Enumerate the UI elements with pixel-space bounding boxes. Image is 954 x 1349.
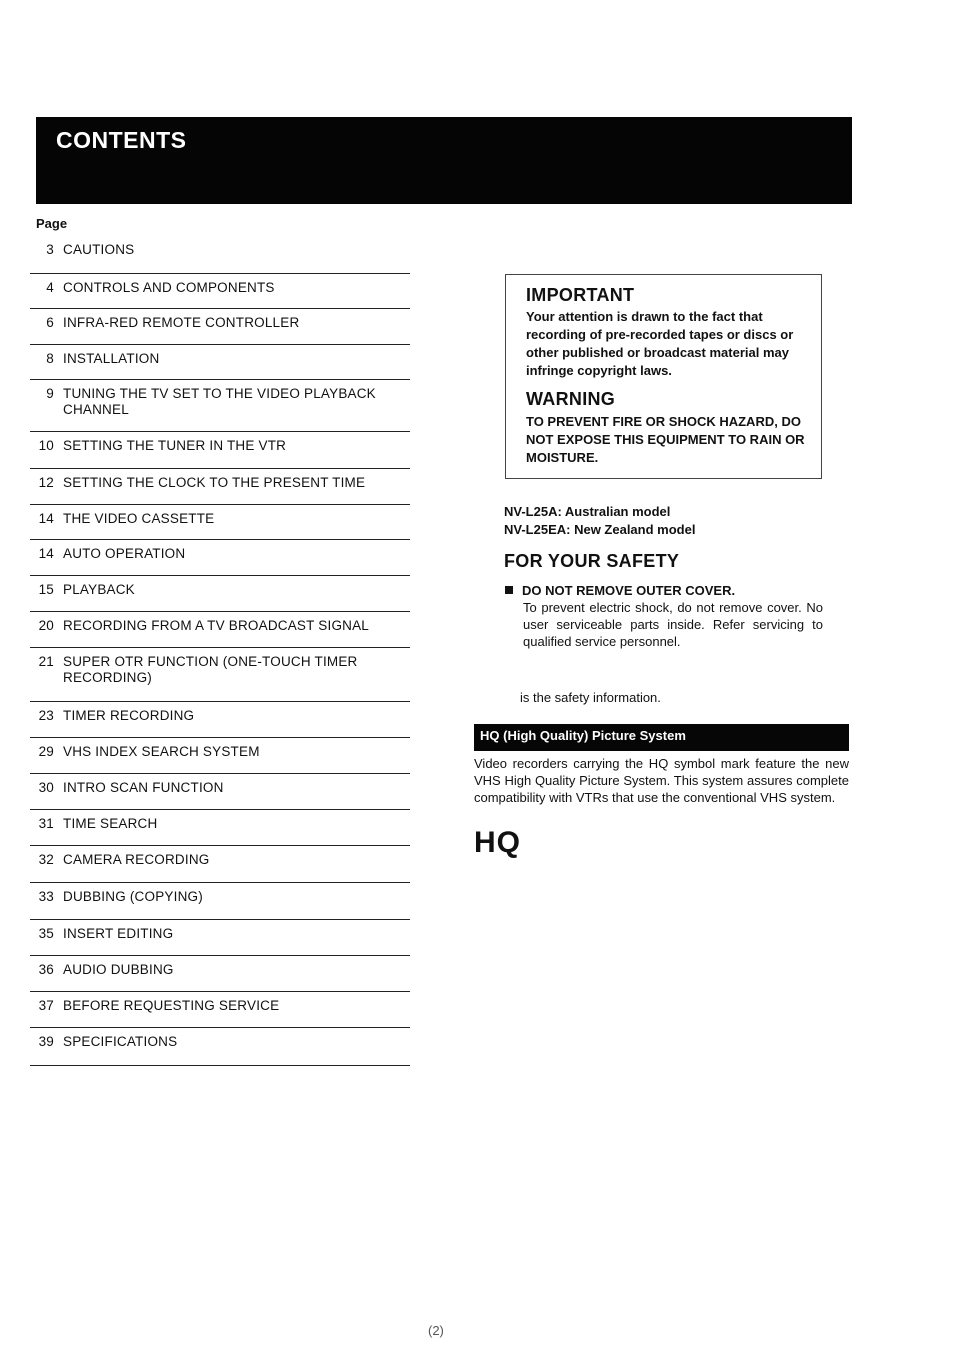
safety-bullet-text: DO NOT REMOVE OUTER COVER. <box>522 583 736 598</box>
toc-row <box>30 810 410 846</box>
toc-entry-title: TIMER RECORDING <box>63 708 195 723</box>
model-australia: NV-L25A: Australian model <box>504 504 671 519</box>
warning-text: TO PREVENT FIRE OR SHOCK HAZARD, DO NOT EXPOSE THIS EQUIPMENT TO RAIN OR MOISTURE. <box>526 414 805 465</box>
toc-page-number: 20 <box>38 618 54 633</box>
table-of-contents <box>30 236 410 1066</box>
toc-page-number: 30 <box>38 780 54 795</box>
contents-banner <box>36 117 852 204</box>
toc-entry-title: SUPER OTR FUNCTION (ONE-TOUCH TIMER RECORDING) <box>63 654 358 685</box>
page-number: (2) <box>428 1323 444 1338</box>
toc-page-number: 15 <box>38 582 54 597</box>
toc-page-number: 21 <box>38 654 54 669</box>
toc-row <box>30 274 410 309</box>
toc-row <box>30 702 410 738</box>
safety-info-note: is the safety information. <box>520 690 661 705</box>
hq-section-title: HQ (High Quality) Picture System <box>480 728 686 743</box>
toc-entry-title: THE VIDEO CASSETTE <box>63 511 215 526</box>
toc-row <box>30 612 410 648</box>
toc-entry-title: INTRO SCAN FUNCTION <box>63 780 224 795</box>
toc-entry-title: CONTROLS AND COMPONENTS <box>63 280 275 295</box>
page-column-label: Page <box>36 216 68 231</box>
important-heading: IMPORTANT <box>526 285 635 305</box>
toc-page-number: 12 <box>38 475 54 490</box>
toc-row <box>30 883 410 920</box>
toc-page-number: 35 <box>38 926 54 941</box>
toc-row <box>30 920 410 956</box>
toc-page-number: 14 <box>38 511 54 526</box>
toc-page-number: 23 <box>38 708 54 723</box>
toc-entry-title: BEFORE REQUESTING SERVICE <box>63 998 280 1013</box>
model-list <box>504 503 695 539</box>
toc-entry-title: CAUTIONS <box>63 242 135 257</box>
page-title: CONTENTS <box>56 127 187 153</box>
toc-page-number: 33 <box>38 889 54 904</box>
toc-page-number: 39 <box>38 1034 54 1049</box>
toc-entry-title: DUBBING (COPYING) <box>63 889 203 904</box>
hq-section-bar <box>474 724 849 751</box>
toc-row <box>30 992 410 1028</box>
toc-row <box>30 738 410 774</box>
toc-row <box>30 846 410 883</box>
toc-row <box>30 380 410 432</box>
toc-row <box>30 236 410 274</box>
toc-row <box>30 540 410 576</box>
toc-entry-title: TUNING THE TV SET TO THE VIDEO PLAYBACK CHANNEL <box>63 386 376 417</box>
toc-page-number: 4 <box>46 280 54 295</box>
toc-entry-title: VHS INDEX SEARCH SYSTEM <box>63 744 260 759</box>
toc-row <box>30 956 410 992</box>
safety-bullet <box>505 583 735 598</box>
hq-logo: HQ <box>474 826 521 859</box>
toc-page-number: 8 <box>46 351 54 366</box>
safety-heading: FOR YOUR SAFETY <box>504 551 680 571</box>
toc-page-number: 29 <box>38 744 54 759</box>
toc-page-number: 37 <box>38 998 54 1013</box>
square-bullet-icon <box>505 586 513 594</box>
toc-entry-title: SPECIFICATIONS <box>63 1034 178 1049</box>
toc-page-number: 14 <box>38 546 54 561</box>
important-notice-box <box>505 274 822 479</box>
toc-row <box>30 774 410 810</box>
toc-entry-title: INSERT EDITING <box>63 926 174 941</box>
toc-page-number: 31 <box>38 816 54 831</box>
warning-heading: WARNING <box>526 389 616 409</box>
hq-body: Video recorders carrying the HQ symbol mark feature the new VHS High Quality Picture System. This system assures complete compatibility with VTRs that use the conventional VHS system. <box>474 756 849 805</box>
toc-row <box>30 1028 410 1066</box>
toc-page-number: 9 <box>46 386 54 401</box>
safety-body: To prevent electric shock, do not remove cover. No user serviceable parts inside. Refer servicing to qualified service personnel. <box>523 600 823 649</box>
toc-page-number: 6 <box>46 315 54 330</box>
toc-entry-title: RECORDING FROM A TV BROADCAST SIGNAL <box>63 618 370 633</box>
toc-entry-title: PLAYBACK <box>63 582 135 597</box>
toc-page-number: 3 <box>46 242 54 257</box>
toc-row <box>30 576 410 612</box>
important-text: Your attention is drawn to the fact that recording of pre-recorded tapes or discs or other published or broadcast material may infringe copyright laws. <box>526 309 794 378</box>
toc-entry-title: SETTING THE CLOCK TO THE PRESENT TIME <box>63 475 366 490</box>
toc-row <box>30 648 410 702</box>
toc-entry-title: SETTING THE TUNER IN THE VTR <box>63 438 287 453</box>
toc-entry-title: INSTALLATION <box>63 351 160 366</box>
toc-row <box>30 309 410 345</box>
toc-page-number: 10 <box>38 438 54 453</box>
toc-entry-title: AUDIO DUBBING <box>63 962 174 977</box>
toc-entry-title: CAMERA RECORDING <box>63 852 210 867</box>
toc-row <box>30 345 410 380</box>
toc-row <box>30 469 410 505</box>
toc-entry-title: AUTO OPERATION <box>63 546 186 561</box>
toc-row <box>30 505 410 540</box>
toc-page-number: 36 <box>38 962 54 977</box>
model-new-zealand: NV-L25EA: New Zealand model <box>504 522 696 537</box>
toc-entry-title: INFRA-RED REMOTE CONTROLLER <box>63 315 300 330</box>
toc-entry-title: TIME SEARCH <box>63 816 158 831</box>
toc-row <box>30 432 410 469</box>
toc-page-number: 32 <box>38 852 54 867</box>
